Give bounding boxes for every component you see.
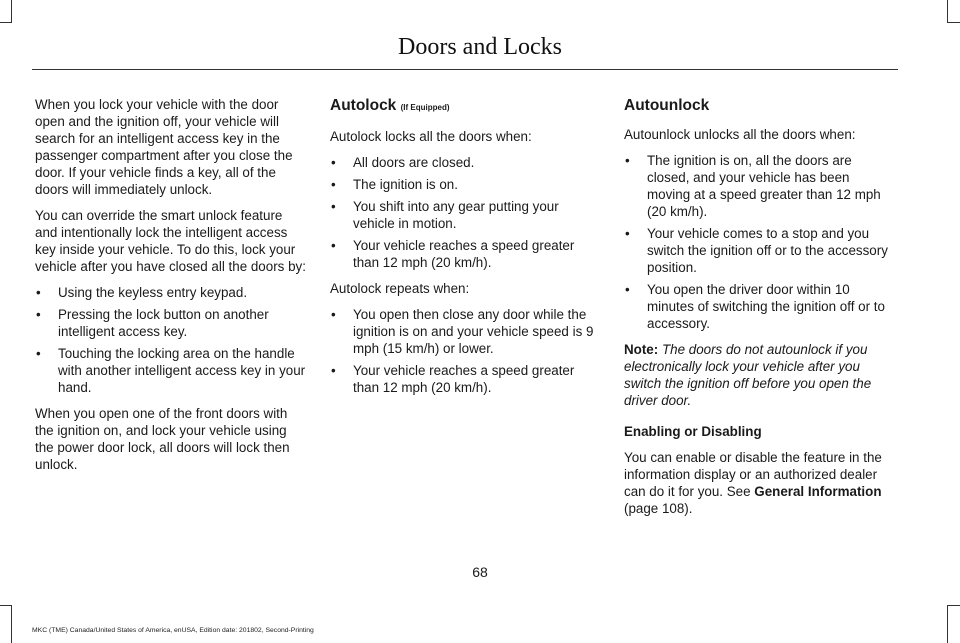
cross-reference-link[interactable]: General Information <box>754 484 882 499</box>
list-item: • You open the driver door within 10 minutes of switching the ignition off or to accessory. <box>624 281 896 332</box>
sub-heading: Enabling or Disabling <box>624 424 762 439</box>
crop-mark <box>0 22 12 23</box>
header-divider <box>32 69 898 70</box>
page-number: 68 <box>472 564 488 580</box>
column-left <box>35 96 307 482</box>
bullet-list <box>35 284 307 396</box>
note <box>624 341 896 409</box>
section-heading-autounlock: Autounlock <box>624 97 710 114</box>
crop-mark <box>947 605 960 606</box>
paragraph: When you open one of the front doors with the ignition on, and lock your vehicle using the power door lock, all doors will lock then unlock. <box>35 406 290 472</box>
list-item: • Touching the locking area on the handle with another intelligent access key in your hand. <box>35 345 307 396</box>
paragraph: You can override the smart unlock feature and intentionally lock the intelligent access key inside your vehicle. To do this, lock your vehicle after you have closed all the doors by: <box>35 208 306 274</box>
list-item: • All doors are closed. <box>330 154 602 171</box>
list-item: • You open then close any door while the ignition is on and your vehicle speed is 9 mph (15 km/h) or lower. <box>330 306 602 357</box>
crop-mark <box>947 22 960 23</box>
bullet-list <box>330 306 602 396</box>
list-item: • Your vehicle reaches a speed greater than 12 mph (20 km/h). <box>330 237 602 271</box>
heading-qualifier: (If Equipped) <box>400 103 450 112</box>
note-label: Note: <box>624 342 659 357</box>
footer-text: MKC (TME) Canada/United States of America, enUSA, Edition date: 201802, Second-Printing <box>32 627 314 634</box>
list-item: • Using the keyless entry keypad. <box>35 284 307 301</box>
column-right <box>624 96 896 526</box>
page-title: Doors and Locks <box>398 34 562 60</box>
column-middle <box>330 96 602 405</box>
list-item: • Your vehicle comes to a stop and you switch the ignition off or to the accessory position. <box>624 225 896 276</box>
crop-mark <box>11 0 12 22</box>
crop-mark <box>0 605 12 606</box>
note-text: The doors do not autounlock if you electronically lock your vehicle after you switch the ignition off before you open the driver door. <box>624 342 872 408</box>
bullet-list <box>624 152 896 332</box>
list-item: • You shift into any gear putting your vehicle in motion. <box>330 198 602 232</box>
paragraph: Autounlock unlocks all the doors when: <box>624 127 856 142</box>
bullet-list <box>330 154 602 271</box>
section-heading-autolock <box>330 96 602 118</box>
crop-mark <box>947 605 948 643</box>
paragraph: When you lock your vehicle with the door open and the ignition off, your vehicle will search for an intelligent access key in the passenger compartment after you close the door. If your vehicle finds a key, all of the doors will immediately unlock. <box>35 97 293 197</box>
list-item: • The ignition is on, all the doors are closed, and your vehicle has been moving at a speed greater than 12 mph (20 km/h). <box>624 152 896 220</box>
enable-text: You can enable or disable the feature in the information display or an authorized dealer can do it for you. See <box>624 450 882 499</box>
paragraph: Autolock locks all the doors when: <box>330 129 532 144</box>
paragraph <box>624 449 896 517</box>
heading-text: Autolock <box>330 97 397 114</box>
paragraph: Autolock repeats when: <box>330 281 470 296</box>
list-item: • Your vehicle reaches a speed greater than 12 mph (20 km/h). <box>330 362 602 396</box>
crop-mark <box>11 605 12 643</box>
page-reference: (page 108). <box>624 501 693 516</box>
crop-mark <box>947 0 948 22</box>
list-item: • Pressing the lock button on another intelligent access key. <box>35 306 307 340</box>
list-item: • The ignition is on. <box>330 176 602 193</box>
